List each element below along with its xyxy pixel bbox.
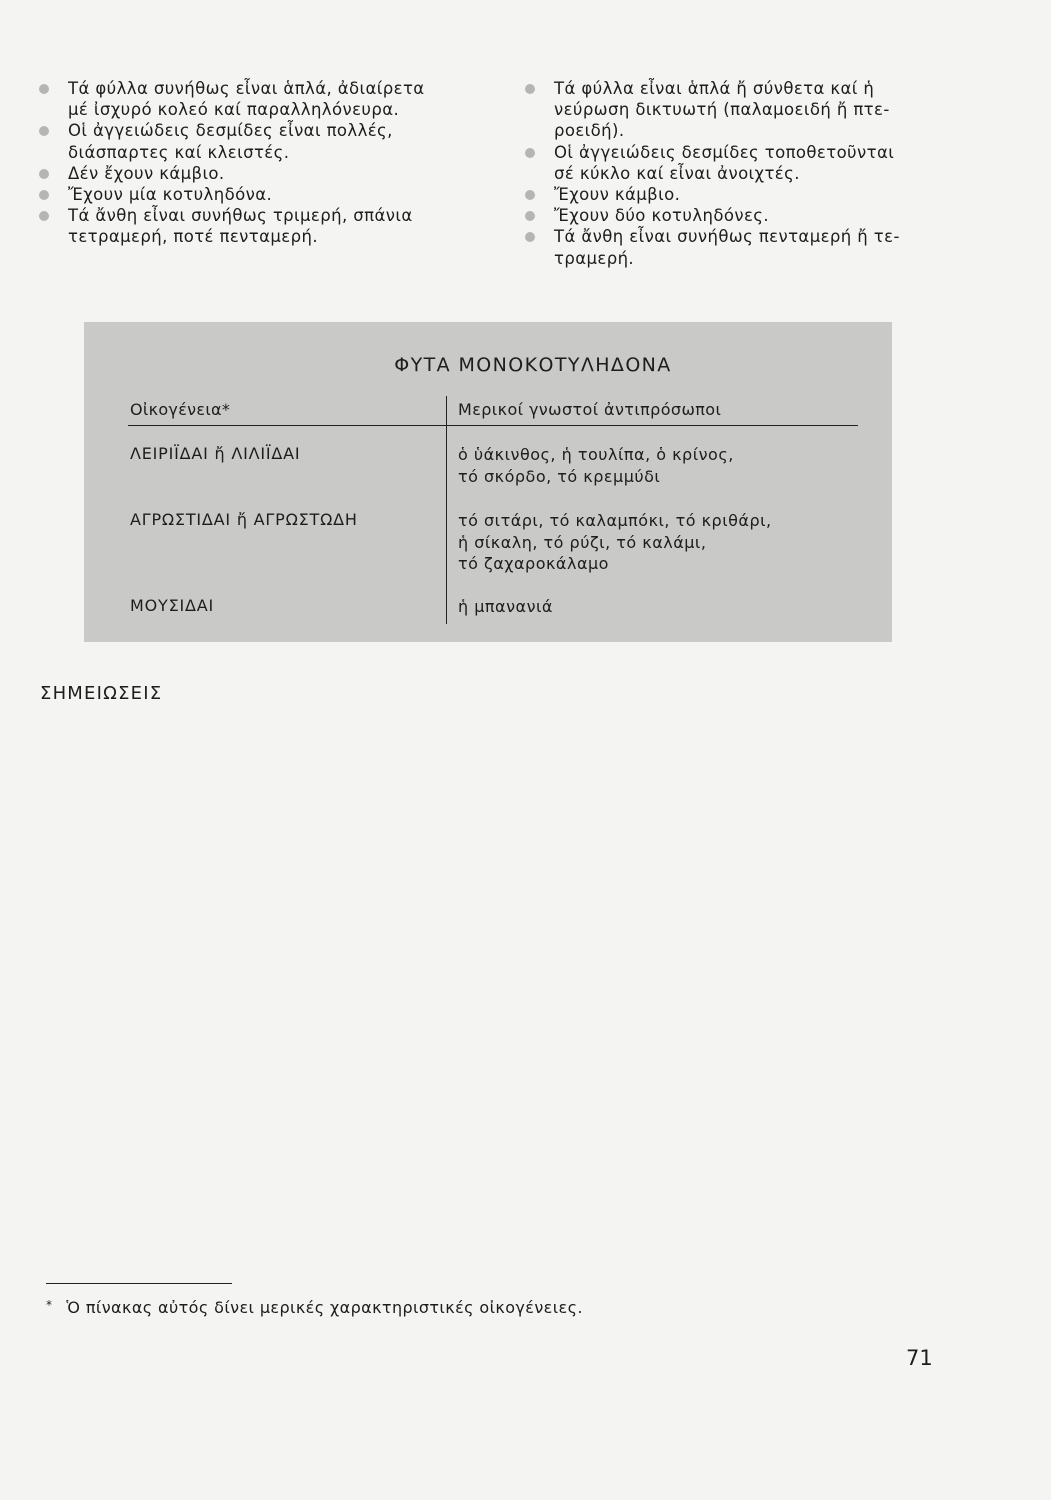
bullet-icon [525, 148, 535, 158]
bullet-icon [525, 211, 535, 221]
list-item [38, 184, 478, 205]
footnote [46, 1298, 583, 1317]
list-item [524, 184, 934, 205]
item-line: Τά ἄνθη εἶναι συνήθως τριμερή, σπάνια [68, 206, 413, 226]
page-number: 71 [906, 1346, 933, 1370]
item-line: Τά ἄνθη εἶναι συνήθως πενταμερή ἤ τε- [554, 227, 900, 247]
representatives-cell [458, 596, 858, 618]
notes-heading: ΣΗΜΕΙΩΣΕΙΣ [40, 683, 163, 704]
column-divider [446, 396, 447, 624]
bullet-icon [39, 126, 49, 136]
family-cell: ΛΕΙΡΙΪΔΑΙ ἤ ΛΙΛΙΪΔΑΙ [130, 444, 301, 463]
bullet-icon [525, 190, 535, 200]
item-line: Τά φύλλα συνήθως εἶναι ἁπλά, ἀδιαίρετα [68, 79, 425, 98]
list-item [38, 205, 478, 247]
list-item [38, 163, 478, 184]
list-item [38, 78, 478, 120]
list-item [38, 120, 478, 162]
item-line: Οἱ ἀγγειώδεις δεσμίδες τοποθετοῦνται [554, 142, 895, 162]
bullet-icon [525, 232, 535, 242]
item-line: Ἔχουν κάμβιο. [554, 185, 681, 205]
bullet-icon [39, 84, 49, 94]
item-line: τετραμερή, ποτέ πενταμερή. [68, 227, 318, 247]
item-line: τραμερή. [554, 248, 635, 268]
representatives-line: τό σιτάρι, τό καλαμπόκι, τό κριθάρι, [458, 511, 772, 530]
item-line: διάσπαρτες καί κλειστές. [68, 142, 290, 162]
item-line: Ἔχουν μία κοτυληδόνα. [68, 185, 273, 205]
representatives-line: τό σκόρδο, τό κρεμμύδι [458, 466, 661, 486]
footnote-marker: * [46, 1298, 53, 1312]
item-line: Τά φύλλα εἶναι ἁπλά ἤ σύνθετα καί ἡ [554, 79, 875, 98]
bullet-icon [525, 84, 535, 94]
bullet-icon [39, 190, 49, 200]
item-line: σέ κύκλο καί εἶναι ἀνοιχτές. [554, 163, 800, 183]
list-item [524, 226, 934, 268]
item-line: Οἱ ἀγγειώδεις δεσμίδες εἶναι πολλές, [68, 121, 393, 141]
item-line: νεύρωση δικτυωτή (παλαμοειδή ἤ πτε- [554, 100, 890, 120]
footnote-divider [46, 1283, 232, 1284]
bullet-icon [39, 211, 49, 221]
representatives-line: ἡ μπανανιά [458, 597, 553, 616]
representatives-cell [458, 510, 858, 575]
bullet-icon [39, 169, 49, 179]
representatives-line: ἡ σίκαλη, τό ρύζι, τό καλάμι, [458, 532, 707, 552]
representatives-line: τό ζαχαροκάλαμο [458, 554, 609, 573]
column-header-family: Οἰκογένεια* [130, 400, 231, 419]
item-line: μέ ἰσχυρό κολεό καί παραλληλόνευρα. [68, 100, 400, 120]
item-line: ροειδή). [554, 121, 625, 141]
item-line: Ἔχουν δύο κοτυληδόνες. [554, 206, 770, 226]
monocot-traits-list [38, 78, 478, 248]
dicot-traits-list [524, 78, 934, 269]
list-item [524, 78, 934, 142]
family-cell: ΜΟΥΣΙΔΑΙ [130, 596, 215, 615]
list-item [524, 205, 934, 226]
monocot-families-table [84, 322, 892, 642]
column-header-representatives: Μερικοί γνωστοί ἀντιπρόσωποι [458, 400, 722, 419]
list-item [524, 142, 934, 184]
family-cell: ΑΓΡΩΣΤΙΔΑΙ ἤ ΑΓΡΩΣΤΩΔΗ [130, 510, 358, 529]
representatives-line: ὁ ὑάκινθος, ἡ τουλίπα, ὁ κρίνος, [458, 445, 734, 464]
footnote-text: Ὁ πίνακας αὐτός δίνει μερικές χαρακτηριστικές οἰκογένειες. [66, 1298, 583, 1317]
representatives-cell [458, 444, 858, 487]
header-divider [128, 425, 858, 426]
item-line: Δέν ἔχουν κάμβιο. [68, 163, 225, 183]
table-title: ΦΥΤΑ ΜΟΝΟΚΟΤΥΛΗΔΟΝΑ [394, 354, 672, 376]
